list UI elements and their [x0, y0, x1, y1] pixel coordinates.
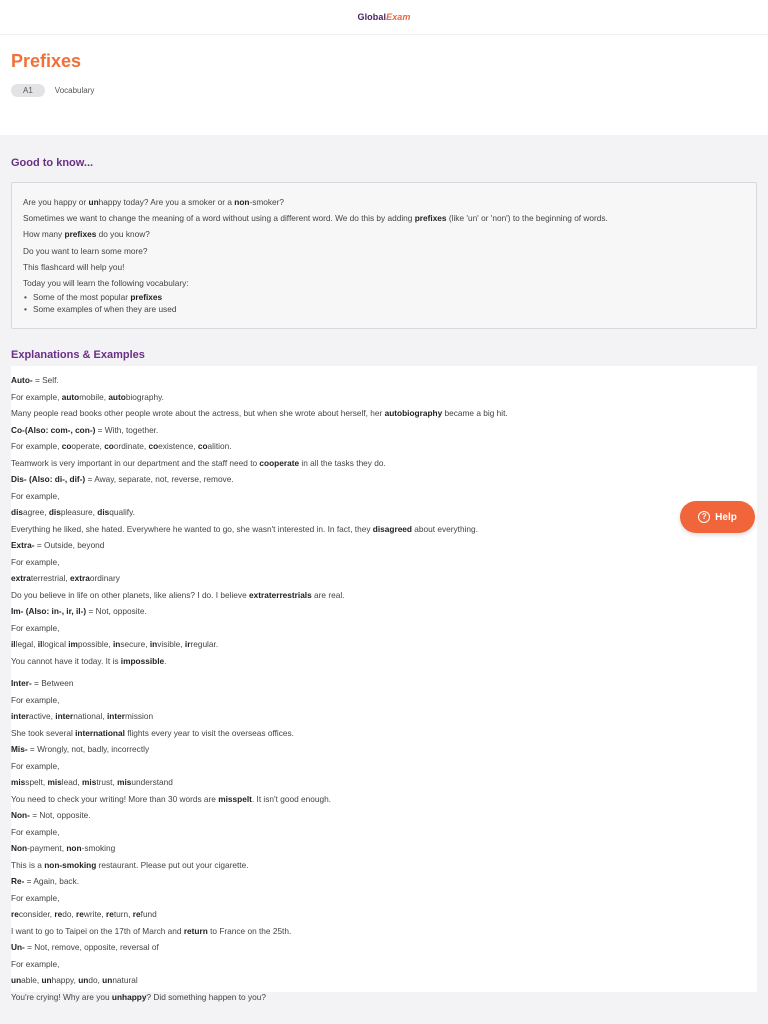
bold-term: unhappy [111, 991, 147, 1002]
bold-term: dis [11, 507, 23, 517]
text-segment: possible, [77, 639, 113, 649]
text-segment: For example, [11, 958, 60, 969]
text-segment: For example, [11, 760, 60, 771]
text-segment: Teamwork is very important in our department and the staff need to [11, 457, 260, 468]
text-segment: = Again, back. [24, 876, 80, 886]
bold-term: extraterrestrials [249, 589, 312, 600]
bold-term: Inter- [11, 678, 32, 688]
help-button[interactable] [680, 501, 755, 533]
explanation-line [11, 725, 757, 742]
text-segment: You're crying! Why are you [11, 991, 112, 1002]
bold-term: Non- [11, 810, 30, 820]
text-segment: = Self. [32, 375, 59, 385]
explanation-line [11, 554, 757, 571]
bold-term: inter [55, 711, 74, 721]
text-segment: For example, [11, 892, 60, 903]
bold-term: il [37, 639, 43, 649]
text-segment: write, [83, 909, 107, 919]
top-bar [0, 0, 768, 34]
text-segment: Do you want to learn some more? [23, 245, 148, 256]
bold-term: co [148, 441, 159, 451]
bold-term: co [104, 441, 114, 451]
text-segment: ordinate, [113, 441, 149, 451]
explanation-line [11, 939, 757, 956]
text-segment: = Not, opposite. [29, 810, 91, 820]
explanation-line [11, 422, 757, 439]
text-segment: became a big hit. [442, 408, 508, 418]
paragraph [23, 259, 745, 275]
bold-term: mis [47, 777, 62, 787]
text-segment: (like 'un' or 'non') to the beginning of words. [446, 213, 608, 224]
explanation-line [11, 890, 757, 907]
explanation-line [11, 587, 757, 604]
explanation-line [11, 471, 757, 488]
text-segment: restaurant. Please put out your cigarette. [96, 859, 249, 870]
text-segment: This is a [11, 859, 45, 870]
bold-term: Extra- [11, 540, 35, 550]
explanation-line [11, 405, 757, 422]
bold-term: non-smoking [44, 859, 97, 870]
text-segment: to France on the 25th. [207, 925, 292, 936]
bold-term: re [11, 909, 19, 919]
paragraph [23, 210, 745, 226]
text-segment: Today you will learn the following vocabulary: [23, 278, 189, 289]
explanation-line [11, 570, 757, 587]
page-header [0, 34, 768, 135]
explanation-line [11, 989, 757, 1006]
bold-term: dis [97, 507, 110, 517]
explanation-line [11, 840, 757, 857]
bold-term: international [75, 727, 125, 738]
bold-term: extra [70, 573, 90, 583]
explanation-line [11, 389, 757, 406]
bold-term: un [102, 975, 113, 985]
text-segment: Some examples of when they are used [33, 304, 177, 315]
text-segment: consider, [18, 909, 55, 919]
bold-term: re [54, 909, 63, 919]
paragraph [23, 194, 745, 210]
bold-term: prefixes [130, 292, 163, 303]
text-segment: mission [124, 711, 154, 721]
text-segment: She took several [11, 727, 76, 738]
bold-term: mis [82, 777, 97, 787]
explanation-line [11, 692, 757, 709]
bold-term: Re- [11, 876, 25, 886]
text-segment: secure, [120, 639, 150, 649]
text-segment: For example, [11, 490, 60, 501]
explanation-line [11, 873, 757, 890]
explanations-panel [11, 366, 757, 1002]
bold-term: un [11, 975, 22, 985]
text-segment: able, [21, 975, 42, 985]
explanation-line [11, 708, 757, 725]
bold-term: in [149, 639, 158, 649]
explanation-line [11, 620, 757, 637]
explanation-line [11, 675, 757, 692]
bold-term: Im- (Also: in-, ir, il-) [11, 606, 87, 616]
text-segment: existence, [158, 441, 198, 451]
text-segment: ordinary [89, 573, 120, 583]
bold-term: impossible [120, 655, 165, 666]
bold-term: prefixes [64, 229, 97, 240]
bold-term: Un- [11, 942, 25, 952]
text-segment: operate, [71, 441, 105, 451]
explanation-line [11, 438, 757, 455]
text-segment: -smoker? [249, 197, 285, 207]
bold-term: re [132, 909, 141, 919]
paragraph [23, 275, 745, 291]
explanation-line [11, 923, 757, 940]
text-segment: = With, together. [95, 424, 159, 435]
bold-term: disagreed [372, 523, 412, 534]
text-segment: understand [131, 777, 173, 787]
text-segment: -smoking [81, 843, 116, 853]
bold-term: in [112, 639, 121, 649]
explanation-line [11, 636, 757, 653]
text-segment: . It isn't good enough. [251, 793, 331, 804]
question-icon: ? [698, 511, 710, 523]
text-segment: biography. [125, 391, 164, 402]
help-label: Help [715, 511, 737, 523]
text-segment: Everything he liked, she hated. Everywhere he wanted to go, she wasn't interested in. In fact, they [11, 523, 373, 534]
text-segment: do, [62, 909, 77, 919]
explanation-line [11, 774, 757, 791]
list-item [23, 303, 745, 315]
text-segment: = Between [31, 678, 74, 688]
text-segment: lead, [61, 777, 83, 787]
text-segment: logical [42, 639, 69, 649]
bold-term: Auto- [11, 375, 33, 385]
text-segment: flights every year to visit the overseas offices. [124, 727, 294, 738]
text-segment: Some of the most popular [33, 292, 131, 303]
text-segment: are real. [311, 589, 345, 600]
bold-term: Dis- (Also: di-, dif-) [11, 474, 86, 484]
bold-term: prefixes [414, 213, 447, 224]
explanation-line [11, 857, 757, 874]
bold-term: cooperate [259, 457, 300, 468]
bold-term: non [66, 843, 82, 853]
explanation-line [11, 906, 757, 923]
explanation-line [11, 521, 757, 538]
bold-term: mis [117, 777, 132, 787]
text-segment: For example, [11, 622, 60, 633]
text-segment: For example, [11, 441, 62, 451]
bold-term: un [41, 975, 52, 985]
text-segment: = Away, separate, not, reverse, remove. [85, 474, 234, 484]
explanation-line [11, 537, 757, 554]
bold-term: non [234, 197, 250, 207]
text-segment: happy, [51, 975, 79, 985]
text-segment: visible, [157, 639, 185, 649]
text-segment: For example, [11, 556, 60, 567]
text-segment: Many people read books other people wrote about the actress, but when she wrote about herself, her [11, 408, 385, 418]
text-segment: fund [140, 909, 157, 919]
explanation-line [11, 807, 757, 824]
level-badge: A1 [11, 84, 45, 97]
good-to-know-heading: Good to know... [11, 157, 94, 169]
bold-term: Mis- [11, 744, 28, 754]
good-to-know-box [11, 182, 757, 329]
text-segment: = Not, opposite. [86, 606, 147, 616]
bold-term: inter [11, 711, 29, 721]
text-segment: You cannot have it today. It is [11, 655, 121, 666]
text-segment: . [164, 655, 167, 666]
explanation-line [11, 372, 757, 389]
category-label: Vocabulary [54, 86, 95, 95]
text-segment: For example, [11, 391, 62, 402]
paragraph [23, 226, 745, 242]
text-segment: happy today? Are you a smoker or a [98, 197, 235, 207]
text-segment: regular. [190, 639, 219, 649]
explanation-line [11, 791, 757, 808]
text-segment: spelt, [25, 777, 48, 787]
bold-term: un [88, 197, 99, 207]
bold-term: autobiography [384, 408, 443, 418]
text-segment: in all the tasks they do. [299, 457, 386, 468]
paragraph [23, 243, 745, 259]
text-segment: This flashcard will help you! [23, 261, 125, 272]
bold-term: co [197, 441, 208, 451]
text-segment: For example, [11, 826, 60, 837]
bold-term: Co-(Also: com-, con-) [11, 424, 96, 435]
bold-term: dis [48, 507, 61, 517]
text-segment: national, [73, 711, 107, 721]
explanation-line [11, 504, 757, 521]
list-item [23, 291, 745, 303]
explanation-line [11, 653, 757, 670]
text-segment: mobile, [79, 391, 109, 402]
text-segment: -payment, [27, 843, 67, 853]
text-segment: alition. [207, 441, 232, 451]
text-segment: Are you happy or [23, 197, 89, 207]
bold-term: auto [61, 391, 80, 402]
text-segment: = Not, remove, opposite, reversal of [24, 942, 159, 952]
text-segment: = Outside, beyond [34, 540, 105, 550]
text-segment: pleasure, [60, 507, 98, 517]
explanation-line [11, 488, 757, 505]
text-segment: terrestrial, [30, 573, 71, 583]
text-segment: active, [28, 711, 56, 721]
tag-list [11, 84, 757, 97]
explanations-heading: Explanations & Examples [11, 349, 145, 361]
bold-term: auto [108, 391, 126, 402]
bold-term: return [183, 925, 208, 936]
text-segment: trust, [96, 777, 118, 787]
bold-term: un [78, 975, 89, 985]
bold-term: co [61, 441, 72, 451]
text-segment: do you know? [96, 229, 150, 240]
explanation-line [11, 972, 757, 989]
bold-term: mis [11, 777, 26, 787]
text-segment: qualify. [109, 507, 135, 517]
good-to-know-bullets [23, 291, 745, 315]
bold-term: re [76, 909, 84, 919]
bold-term: Non [11, 843, 28, 853]
text-segment: I want to go to Taipei on the 17th of March and [11, 925, 184, 936]
text-segment: do, [88, 975, 103, 985]
text-segment: For example, [11, 694, 60, 705]
bold-term: re [106, 909, 114, 919]
text-segment: legal, [15, 639, 38, 649]
text-segment: about everything. [412, 523, 478, 534]
bold-term: ir [184, 639, 191, 649]
text-segment: = Wrongly, not, badly, incorrectly [27, 744, 150, 754]
explanation-line [11, 603, 757, 620]
text-segment: How many [23, 229, 65, 240]
globalexam-logo[interactable]: GlobalExam [357, 12, 411, 22]
text-segment: natural [112, 975, 138, 985]
explanation-line [11, 741, 757, 758]
page-title: Prefixes [11, 51, 82, 71]
bold-term: inter [106, 711, 125, 721]
explanation-line [11, 956, 757, 973]
good-to-know-text [23, 194, 745, 291]
text-segment: Sometimes we want to change the meaning of a word without using a different word. We do this by adding [23, 213, 415, 224]
bold-term: im [68, 639, 78, 649]
text-segment: turn, [113, 909, 133, 919]
explanation-line [11, 824, 757, 841]
text-segment: agree, [23, 507, 49, 517]
bold-term: misspelt [218, 793, 252, 804]
text-segment: ? Did something happen to you? [146, 991, 266, 1002]
text-segment: You need to check your writing! More than 30 words are [11, 793, 219, 804]
bold-term: extra [11, 573, 31, 583]
explanation-line [11, 758, 757, 775]
explanation-line [11, 455, 757, 472]
bold-term: il [11, 639, 16, 649]
text-segment: Do you believe in life on other planets, like aliens? I do. I believe [11, 589, 249, 600]
